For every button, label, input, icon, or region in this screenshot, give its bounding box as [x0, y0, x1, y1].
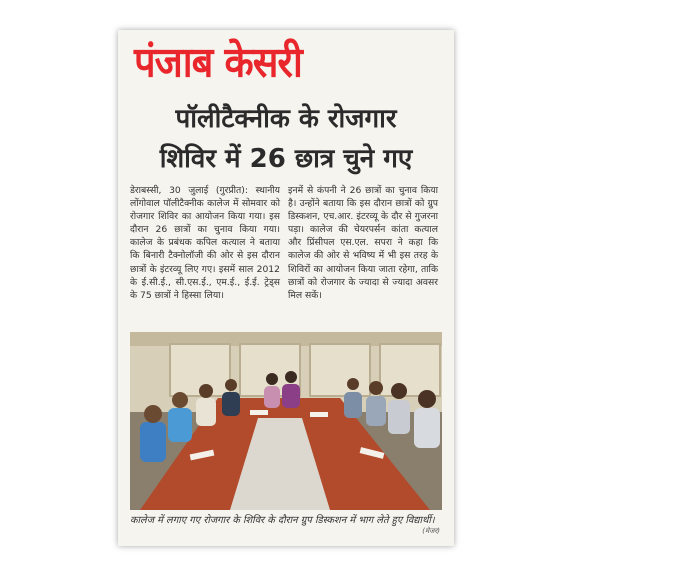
article-text-1: स्थानीय लोंगोवाल पॉलीटैक्नीक कालेज में सोमवार को रोजगार शिविर का आयोजन किया गया। इस दौरान 26 छात्रों का चुनाव किया गया। कालेज के प्रबंधक कपिल कत्याल ने बताया कि बिनारी टैक्नोलॉजी की ओर से इस दौरान छात्रों के इंटरव्यू लिए गए। इसमें साल 2012 के ई.सी.ई., सी.एस.ई., एम.ई., ई.ई. ट्रेड्स के 75 छात्रों ने हिस्सा लिया।	[130, 185, 281, 301]
article-column-left	[130, 184, 280, 302]
dateline: डेराबस्सी, 30 जुलाई (गुरप्रीत):	[130, 185, 248, 196]
newspaper-clipping	[118, 30, 454, 546]
news-photo	[130, 332, 442, 510]
headline-line-2: शिविर में 26 छात्र चुने गए	[159, 144, 413, 174]
meeting-room-photo	[130, 332, 442, 510]
photo-caption: कालेज में लगाए गए रोजगार के शिविर के दौरान ग्रुप डिस्कशन में भाग लेते हुए विद्यार्थी।	[130, 515, 435, 526]
headline-line-1: पॉलीटैक्नीक के रोजगार	[175, 104, 397, 134]
newspaper-masthead: पंजाब केसरी	[134, 38, 302, 87]
photo-credit: (मेजर)	[422, 527, 440, 535]
article-column-right: इनमें से कंपनी ने 26 छात्रों का चुनाव किया है। उन्होंने बताया कि इस दौरान छात्रों को ग्रुप डिस्कशन, एच.आर. इंटरव्यू के दौर से गुजरना पड़ा। कालेज की चेयरपर्सन कांता कत्याल और प्रिंसीपल एस.एल. सपरा ने कहा कि कालेज की ओर से भविष्य में भी इस तरह के शिविरों का आयोजन किया जाता रहेगा, ताकि छात्रों को रोजगार के ज्यादा से ज्यादा अवसर मिल सकें।	[288, 185, 438, 301]
